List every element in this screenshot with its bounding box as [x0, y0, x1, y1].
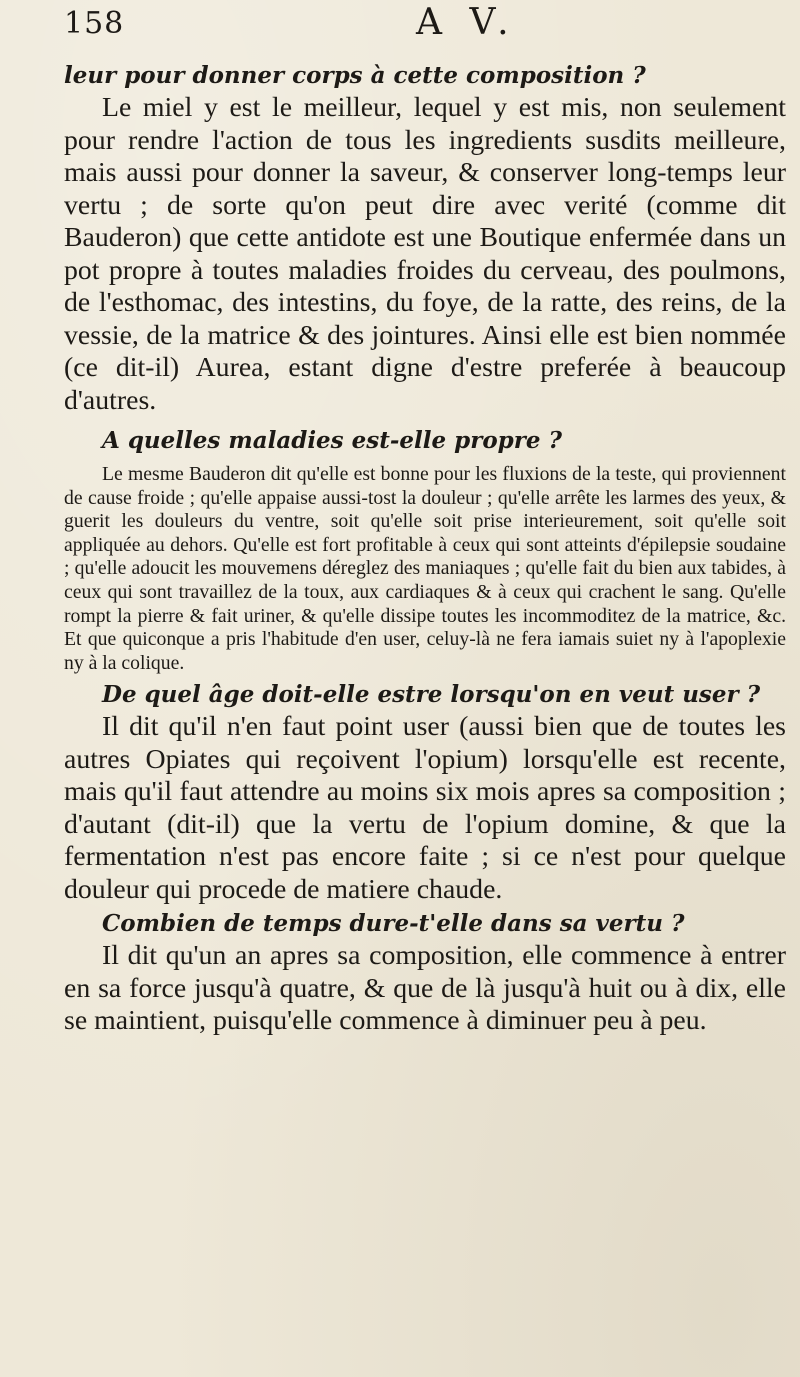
question-heading: Combien de temps dure-t'elle dans sa vertu ?	[102, 910, 685, 938]
answer-paragraph: Le miel y est le meilleur, lequel y est mis, non seulement pour rendre l'action de tous les ingredients susdits meilleure, mais aussi pour donner la saveur, & conserver long-temps leur vertu ; de sorte qu'on peut dire avec verité (comme dit Bauderon) que cette antidote est une Boutique enfermée dans un pot propre à toutes maladies froides du cerveau, des poulmons, de l'esthomac, des intestins, du foye, de la ratte, des reins, de la vessie, de la matrice & des jointures. Ainsi elle est bien nommée (ce dit-il) Aurea, estant digne d'estre preferée à beaucoup d'autres.	[64, 92, 786, 416]
answer-paragraph: Il dit qu'il n'en faut point user (aussi bien que de toutes les autres Opiates qui reçoivent l'opium) lorsqu'elle est recente, mais qu'il faut attendre au moins six mois apres sa composition ; d'autant (dit-il) que la vertu de l'opium domine, & que la fermentation n'est pas encore faite ; si ce n'est pour quelque douleur qui procede de matiere chaude.	[64, 711, 786, 905]
answer-paragraph-small: Le mesme Bauderon dit qu'elle est bonne pour les fluxions de la teste, qui proviennent de cause froide ; qu'elle appaise aussi-tost la douleur ; qu'elle arrête les larmes des yeux, & guerit les douleurs du ventre, soit qu'elle soit prise interieurement, soit qu'elle soit appliquée au dehors. Qu'elle est fort profitable à ceux qui sont atteints d'épilepsie soudaine ; qu'elle adoucit les mouvemens déreglez des maniaques ; qu'elle fait du bien aux tabides, à ceux qui sont travaillez de la toux, aux cardiaques & à ceux qui crachent le sang. Qu'elle rompt la pierre & fait uriner, & qu'elle dissipe toutes les incommoditez de la matrice, &c. Et que quiconque a pris l'habitude d'en user, celuy-là ne fera iamais suiet ny à l'apoplexie ny à la colique.	[64, 463, 786, 674]
question-heading: A quelles maladies est-elle propre ?	[102, 427, 562, 454]
page-header	[64, 0, 764, 52]
page-body	[64, 60, 786, 1038]
page-number: 158	[64, 6, 125, 41]
question-heading: leur pour donner corps à cette composition ?	[64, 62, 646, 89]
running-title: A V.	[416, 2, 517, 43]
answer-paragraph: Il dit qu'un an apres sa composition, elle commence à entrer en sa force jusqu'à quatre, & que de là jusqu'à huit ou à dix, elle se maintient, puisqu'elle commence à diminuer peu à peu.	[64, 940, 786, 1037]
question-heading: De quel âge doit-elle estre lorsqu'on en veut user ?	[102, 681, 761, 709]
